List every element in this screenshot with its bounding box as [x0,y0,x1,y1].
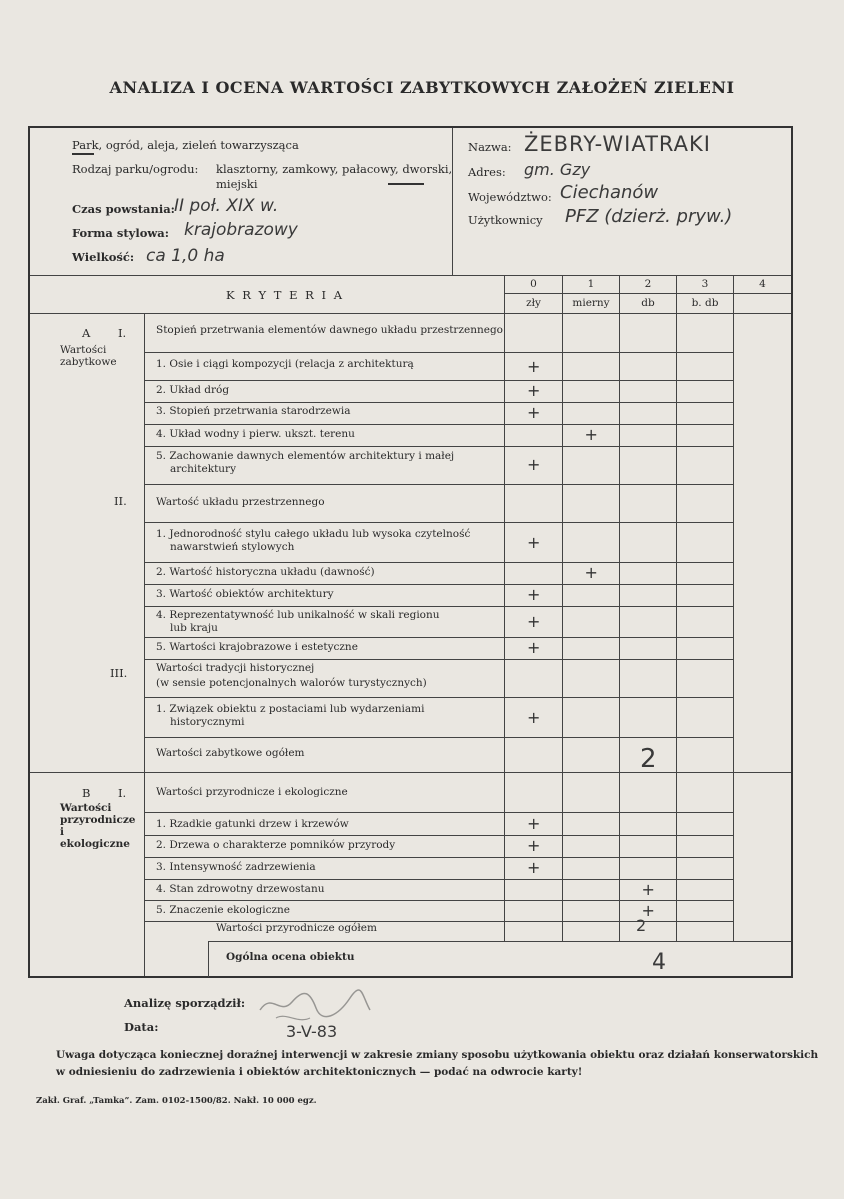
grid-v-0 [504,276,505,313]
scale-label-1: mierny [572,297,610,309]
g3-line [144,697,733,698]
row-line-10 [144,737,733,738]
row-line-6 [144,584,733,585]
row-line-8 [144,637,733,638]
underline-mark [72,153,94,155]
section-b-name: Wartości przyrodnicze i ekologiczne [60,802,136,850]
wojewodztwo-label: Województwo: [468,190,552,204]
section-a-iii: III. [110,666,128,680]
row-label: 5. Wartości krajobrazowe i estetyczne [156,641,358,653]
grid-v-2 [619,276,620,313]
group-tradycja-1: Wartości tradycji historycznej [156,662,315,674]
row-label: 1. Związek obiektu z postaciami lub wydarzeniami [156,703,425,715]
scale-num-1: 1 [587,278,595,290]
form-frame [28,126,793,978]
analize-label: Analizę sporządził: [124,996,246,1010]
row-label: 3. Stopień przetrwania starodrzewia [156,405,351,417]
score-grid-v-3 [676,313,677,941]
overall-label: Ogólna ocena obiektu [226,951,355,963]
section-ab-line [30,772,145,773]
rodzaj-label: Rodzaj parku/ogrodu: [72,162,199,176]
header-divider [452,128,453,275]
group-przyrodnicze: Wartości przyrodnicze i ekologiczne [156,786,348,798]
wielkosc-label: Wielkość: [72,250,135,264]
g4-line [144,812,733,813]
score-total-b: 2 [636,916,647,935]
uzytkownicy-label: Użytkownicy [468,213,543,227]
data-value: 3-V-83 [286,1022,338,1041]
rating-mark: + [527,858,541,877]
scale-num-4: 4 [759,278,766,290]
rating-mark: + [527,381,541,400]
rating-mark: + [584,425,598,444]
g2-line [144,522,733,523]
overall-left-line [208,941,209,977]
row-label: 4. Stan zdrowotny drzewostanu [156,883,325,895]
scale-mid-line [504,293,791,294]
czas-value: II poł. XIX w. [174,196,279,216]
row-label: 4. Reprezentatywność lub unikalność w skali regionu [156,609,440,621]
rating-mark: + [527,814,541,833]
score-overall: 4 [652,950,666,975]
row-label: 3. Wartość obiektów architektury [156,588,334,600]
forma-value: krajobrazowy [184,220,298,240]
nazwa-label: Nazwa: [468,140,512,154]
row-label-cont: historycznymi [170,716,245,728]
rating-mark: + [527,403,541,422]
rating-mark: + [527,611,541,631]
rating-mark: + [527,356,541,376]
adres-label: Adres: [468,165,506,179]
row-label-cont: lub kraju [170,622,218,634]
overall-top-line [208,941,791,942]
kryteria-heading: K R Y T E R I A [226,288,345,302]
section-b-i: I. [118,786,127,800]
rating-mark: + [584,563,598,582]
scale-num-3: 3 [701,278,709,290]
scale-label-3: b. db [691,297,719,309]
scale-num-0: 0 [530,278,537,290]
forma-label: Forma stylowa: [72,226,169,240]
section-a-i: I. [118,326,127,340]
rating-mark: + [527,455,541,474]
scale-label-0: zły [526,297,541,309]
row-line-4 [144,484,733,485]
score-grid-v-0 [504,313,505,941]
total-a-label: Wartości zabytkowe ogółem [156,747,305,759]
page-title: ANALIZA I OCENA WARTOŚCI ZABYTKOWYCH ZAŁOŻEŃ ZIELENI [109,78,735,97]
row-label: 1. Osie i ciągi kompozycji (relacja z architekturą [156,358,414,370]
grid-v-3 [676,276,677,313]
scale-num-2: 2 [644,278,652,290]
scale-label-2: db [641,297,655,309]
row-label: 5. Zachowanie dawnych elementów architektury i małej [156,450,455,462]
g1-line [144,352,733,353]
group-wartosc-ukladu: Wartość układu przestrzennego [156,496,325,508]
rating-mark: + [527,836,541,855]
section-b-letter: B [82,786,91,800]
nazwa-value: ŻEBRY-WIATRAKI [524,132,711,156]
section-a-name: Wartości zabytkowe [60,344,117,368]
row-line-7 [144,606,733,607]
row-label: 1. Jednorodność stylu całego układu lub wysoka czytelność [156,528,471,540]
row-line-9 [144,659,733,660]
uzytkownicy-value: PFZ (dzierż. pryw.) [565,206,733,227]
total-b-label: Wartości przyrodnicze ogółem [216,922,377,934]
row-line-5 [144,562,733,563]
print-info: Zakł. Graf. „Tamka”. Zam. 0102-1500/82. Nakł. 10 000 egz. [36,1096,317,1106]
section-divider [144,314,145,976]
park-types: Park, ogród, aleja, zieleń towarzysząca [72,138,299,152]
data-label: Data: [124,1020,159,1034]
score-grid-v-2 [619,313,620,941]
row-line-11 [144,835,733,836]
total-a-line [144,772,791,773]
score-total-a: 2 [640,744,657,774]
row-line-2 [144,424,733,425]
rating-mark: + [641,900,655,920]
row-label: 3. Intensywność zadrzewienia [156,861,316,873]
row-label: 4. Układ wodny i pierw. ukszt. terenu [156,428,355,440]
score-grid-v-4 [733,313,734,941]
czas-label: Czas powstania: [72,202,175,216]
wielkosc-value: ca 1,0 ha [146,246,225,266]
row-label: 2. Wartość historyczna układu (dawność) [156,566,375,578]
score-grid-v-1 [562,313,563,941]
row-line-12 [144,857,733,858]
row-label: 2. Drzewa o charakterze pomników przyrody [156,839,396,851]
uwaga-line-1: Uwaga dotycząca koniecznej doraźnej interwencji w zakresie zmiany sposobu użytkowania obiektu oraz działań konserwatorskich [56,1049,819,1061]
group-tradycja-2: (w sensie potencjonalnych walorów turystycznych) [156,677,427,689]
uwaga-line-2: w odniesieniu do zadrzewienia i obiektów architektonicznych — podać na odwrocie karty! [56,1066,583,1078]
row-line-3 [144,446,733,447]
rodzaj-options: klasztorny, zamkowy, pałacowy, dworski, [216,162,453,176]
underline-mark-dworski [388,183,424,185]
grid-v-1 [562,276,563,313]
row-line-0 [144,380,733,381]
row-label: 1. Rzadkie gatunki drzew i krzewów [156,818,349,830]
group-stopien: Stopień przetrwania elementów dawnego układu przestrzennego [156,324,503,336]
section-a-ii: II. [114,494,127,508]
row-label-cont: nawarstwień stylowych [170,541,295,553]
wojewodztwo-value: Ciechanów [560,182,659,203]
section-a-letter: A [82,326,91,340]
rating-mark: + [641,879,655,899]
row-label-cont: architektury [170,463,237,475]
row-line-1 [144,402,733,403]
grid-v-4 [733,276,734,313]
rating-mark: + [527,707,541,727]
rodzaj-options-2: miejski [216,177,258,191]
rating-mark: + [527,532,541,552]
row-label: 2. Układ dróg [156,384,230,396]
row-label: 5. Znaczenie ekologiczne [156,904,291,916]
rating-mark: + [527,638,541,657]
rating-mark: + [527,585,541,604]
adres-value: gm. Gzy [524,160,591,179]
